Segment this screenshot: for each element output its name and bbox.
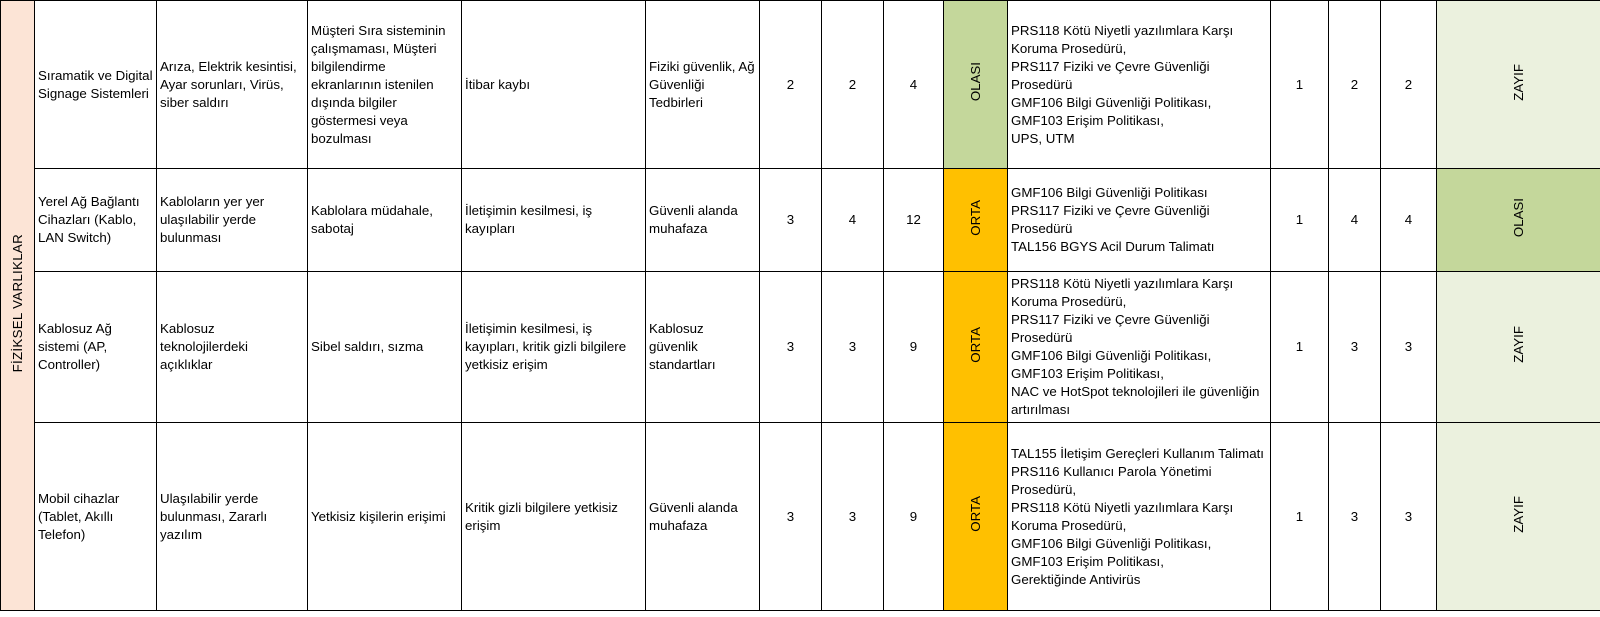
vulnerability-cell: Kablosuz teknolojilerdeki açıklıklar xyxy=(157,272,308,423)
asset-cell: Sıramatik ve Digital Signage Sistemleri xyxy=(35,1,157,169)
severity-cell: 3 xyxy=(822,423,884,611)
controls-cell: PRS118 Kötü Niyetli yazılımlara Karşı Koruma Prosedürü, PRS117 Fiziki ve Çevre Güvenliği Prosedürü GMF106 Bilgi Güvenliği Politikası, GMF103 Erişim Politikası, NAC ve HotSpot teknolojileri ile güvenliğin artırılması xyxy=(1008,272,1271,423)
asset-cell: Yerel Ağ Bağlantı Cihazları (Kablo, LAN Switch) xyxy=(35,169,157,272)
risk-level-label: OLASI xyxy=(967,62,983,102)
risk-level-cell xyxy=(944,169,1008,272)
risk-level-label: ORTA xyxy=(967,496,983,532)
impact-cell: Kritik gizli bilgilere yetkisiz erişim xyxy=(462,423,646,611)
residual-severity-cell: 4 xyxy=(1329,169,1381,272)
score-cell: 12 xyxy=(884,169,944,272)
residual-probability-cell: 1 xyxy=(1271,1,1329,169)
impact-cell: İletişimin kesilmesi, iş kayıpları xyxy=(462,169,646,272)
controls-cell: PRS118 Kötü Niyetli yazılımlara Karşı Koruma Prosedürü, PRS117 Fiziki ve Çevre Güvenliği Prosedürü GMF106 Bilgi Güvenliği Politikası, GMF103 Erişim Politikası, UPS, UTM xyxy=(1008,1,1271,169)
residual-level-label: ZAYIF xyxy=(1510,63,1526,101)
threat-cell: Kablolara müdahale, sabotaj xyxy=(308,169,462,272)
residual-probability-cell: 1 xyxy=(1271,423,1329,611)
risk-level-cell xyxy=(944,1,1008,169)
vulnerability-cell: Arıza, Elektrik kesintisi, Ayar sorunları, Virüs, siber saldırı xyxy=(157,1,308,169)
risk-level-label: ORTA xyxy=(967,199,983,236)
residual-score-cell: 4 xyxy=(1381,169,1437,272)
severity-cell: 2 xyxy=(822,1,884,169)
score-cell: 4 xyxy=(884,1,944,169)
threat-cell: Yetkisiz kişilerin erişimi xyxy=(308,423,462,611)
threat-cell: Müşteri Sıra sisteminin çalışmaması, Müşteri bilgilendirme ekranlarının istenilen dışında bilgiler göstermesi veya bozulması xyxy=(308,1,462,169)
residual-score-cell: 3 xyxy=(1381,272,1437,423)
probability-cell: 3 xyxy=(760,423,822,611)
table-row xyxy=(1,169,1600,272)
residual-level-label: ZAYIF xyxy=(1510,495,1526,533)
score-cell: 9 xyxy=(884,272,944,423)
measures-cell: Güvenli alanda muhafaza xyxy=(646,169,760,272)
residual-level-label: ZAYIF xyxy=(1510,326,1526,363)
measures-cell: Güvenli alanda muhafaza xyxy=(646,423,760,611)
threat-cell: Sibel saldırı, sızma xyxy=(308,272,462,423)
measures-cell: Kablosuz güvenlik standartları xyxy=(646,272,760,423)
risk-level-label: ORTA xyxy=(967,326,983,363)
impact-cell: İletişimin kesilmesi, iş kayıpları, kritik gizli bilgilere yetkisiz erişim xyxy=(462,272,646,423)
impact-cell: İtibar kaybı xyxy=(462,1,646,169)
residual-score-cell: 3 xyxy=(1381,423,1437,611)
probability-cell: 2 xyxy=(760,1,822,169)
vulnerability-cell: Kabloların yer yer ulaşılabilir yerde bulunması xyxy=(157,169,308,272)
residual-severity-cell: 2 xyxy=(1329,1,1381,169)
probability-cell: 3 xyxy=(760,272,822,423)
residual-level-cell xyxy=(1437,1,1600,169)
table-row xyxy=(1,272,1600,423)
asset-cell: Mobil cihazlar (Tablet, Akıllı Telefon) xyxy=(35,423,157,611)
probability-cell: 3 xyxy=(760,169,822,272)
controls-cell: GMF106 Bilgi Güvenliği Politikası PRS117 Fiziki ve Çevre Güvenliği Prosedürü TAL156 BGYS Acil Durum Talimatı xyxy=(1008,169,1271,272)
residual-probability-cell: 1 xyxy=(1271,169,1329,272)
risk-table-body xyxy=(1,1,1600,611)
residual-level-cell xyxy=(1437,169,1600,272)
residual-severity-cell: 3 xyxy=(1329,272,1381,423)
table-row xyxy=(1,1,1600,169)
group-label-cell xyxy=(1,1,35,611)
measures-cell: Fiziki güvenlik, Ağ Güvenliği Tedbirleri xyxy=(646,1,760,169)
residual-score-cell: 2 xyxy=(1381,1,1437,169)
table-row xyxy=(1,423,1600,611)
vulnerability-cell: Ulaşılabilir yerde bulunması, Zararlı yazılım xyxy=(157,423,308,611)
controls-cell: TAL155 İletişim Gereçleri Kullanım Talimatı PRS116 Kullanıcı Parola Yönetimi Prosedürü, PRS118 Kötü Niyetli yazılımlara Karşı Koruma Prosedürü, GMF106 Bilgi Güvenliği Politikası, GMF103 Erişim Politikası, Gerektiğinde Antivirüs xyxy=(1008,423,1271,611)
residual-level-cell xyxy=(1437,272,1600,423)
risk-level-cell xyxy=(944,423,1008,611)
residual-level-label: OLASI xyxy=(1510,197,1526,238)
severity-cell: 3 xyxy=(822,272,884,423)
severity-cell: 4 xyxy=(822,169,884,272)
residual-level-cell xyxy=(1437,423,1600,611)
group-label: FİZİKSEL VARLIKLAR xyxy=(9,233,25,373)
risk-level-cell xyxy=(944,272,1008,423)
residual-probability-cell: 1 xyxy=(1271,272,1329,423)
asset-cell: Kablosuz Ağ sistemi (AP, Controller) xyxy=(35,272,157,423)
residual-severity-cell: 3 xyxy=(1329,423,1381,611)
score-cell: 9 xyxy=(884,423,944,611)
